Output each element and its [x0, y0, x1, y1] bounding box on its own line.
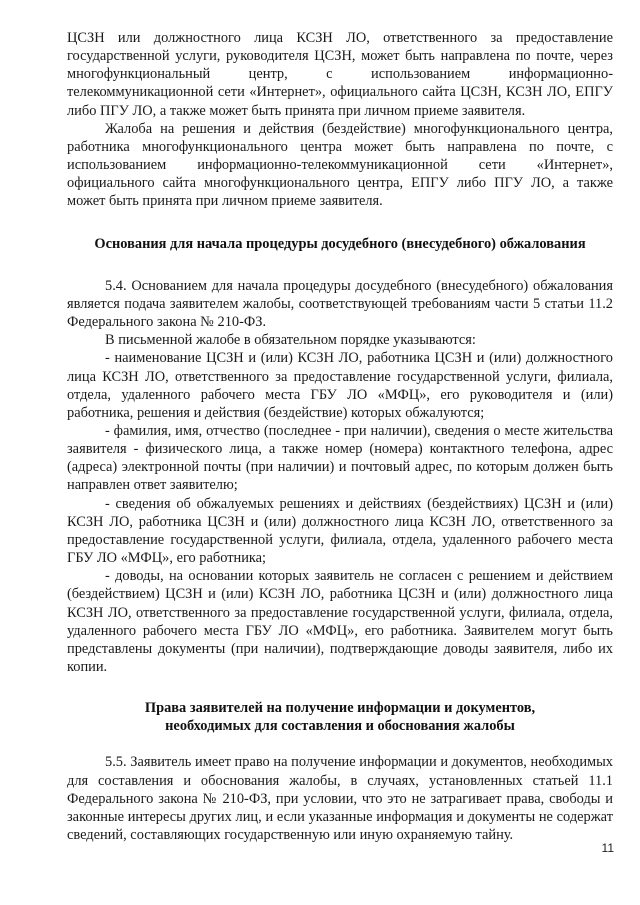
list-item: - доводы, на основании которых заявитель не согласен с решением и действием (бездействием) ЦСЗН и (или) КСЗН ЛО, работника ЦСЗН и (или) должностного лица КСЗН ЛО, ответственного за предоставление государственной услуги, филиала, отдела, удаленного рабочего места ГБУ ЛО «МФЦ», его работника. Заявителем могут быть представлены документы (при наличии), подтверждающие доводы заявителя, либо их копии. — [67, 568, 613, 675]
section-heading-grounds: Основания для начала процедуры досудебного (внесудебного) обжалования — [94, 235, 586, 252]
list-item: - фамилия, имя, отчество (последнее - при наличии), сведения о месте жительства заявителя - физического лица, а также номер (номера) контактного телефона, адрес (адреса) электронной почты (при наличии) и почтовый адрес, по которым должен быть направлен ответ заявителю; — [67, 422, 613, 494]
paragraph-mfc-complaint: Жалоба на решения и действия (бездействие) многофункционального центра, работника многофункционального центра может быть направлена по почте, с использованием информационно-телекоммуникационной сети «Интернет», официального сайта многофункционального центра, ЕПГУ либо ПГУ ЛО, а также может быть принята при личном приеме заявителя. — [67, 120, 613, 210]
list-item: - сведения об обжалуемых решениях и действиях (бездействиях) ЦСЗН и (или) КСЗН ЛО, работника ЦСЗН и (или) должностного лица КСЗН ЛО, ответственного за предоставление государственной услуги, филиала, отдела, удаленного рабочего места ГБУ ЛО «МФЦ», его работника; — [67, 495, 613, 567]
document-page — [67, 29, 613, 844]
paragraph-5-5: 5.5. Заявитель имеет право на получение информации и документов, необходимых для составления и обоснования жалобы, в случаях, установленных статьей 11.1 Федерального закона № 210-ФЗ, при условии, что это не затрагивает права, свободы и законные интересы других лиц, и если указанные информация и документы не содержат сведений, составляющих государственную или иную охраняемую тайну. — [67, 754, 613, 844]
paragraph-continuation: ЦСЗН или должностного лица КСЗН ЛО, ответственного за предоставление государственной услуги, руководителя ЦСЗН, может быть направлена по почте, через многофункциональный центр, с использованием информационно-телекоммуникационной сети «Интернет», официального сайта ЦСЗН, КСЗН ЛО, ЕПГУ либо ПГУ ЛО, а также может быть принята при личном приеме заявителя. — [67, 30, 613, 119]
paragraph-5-4: 5.4. Основанием для начала процедуры досудебного (внесудебного) обжалования является подача заявителем жалобы, соответствующей требованиям части 5 статьи 11.2 Федерального закона № 210-ФЗ. — [67, 277, 613, 331]
section-heading-rights-line2: необходимых для составления и обоснования жалобы — [165, 718, 515, 735]
page-number: 11 — [601, 841, 614, 855]
list-item: - наименование ЦСЗН и (или) КСЗН ЛО, работника ЦСЗН и (или) должностного лица КСЗН ЛО, ответственного за предоставление государственной услуги, филиала, отдела, удаленного рабочего места ГБУ ЛО «МФЦ», его руководителя и (или) работника, решения и действия (бездействие) которых обжалуются; — [67, 350, 613, 421]
section-heading-rights — [67, 699, 613, 735]
paragraph-written-complaint: В письменной жалобе в обязательном порядке указываются: — [105, 332, 476, 349]
section-heading-rights-line1: Права заявителей на получение информации и документов, — [144, 700, 536, 717]
